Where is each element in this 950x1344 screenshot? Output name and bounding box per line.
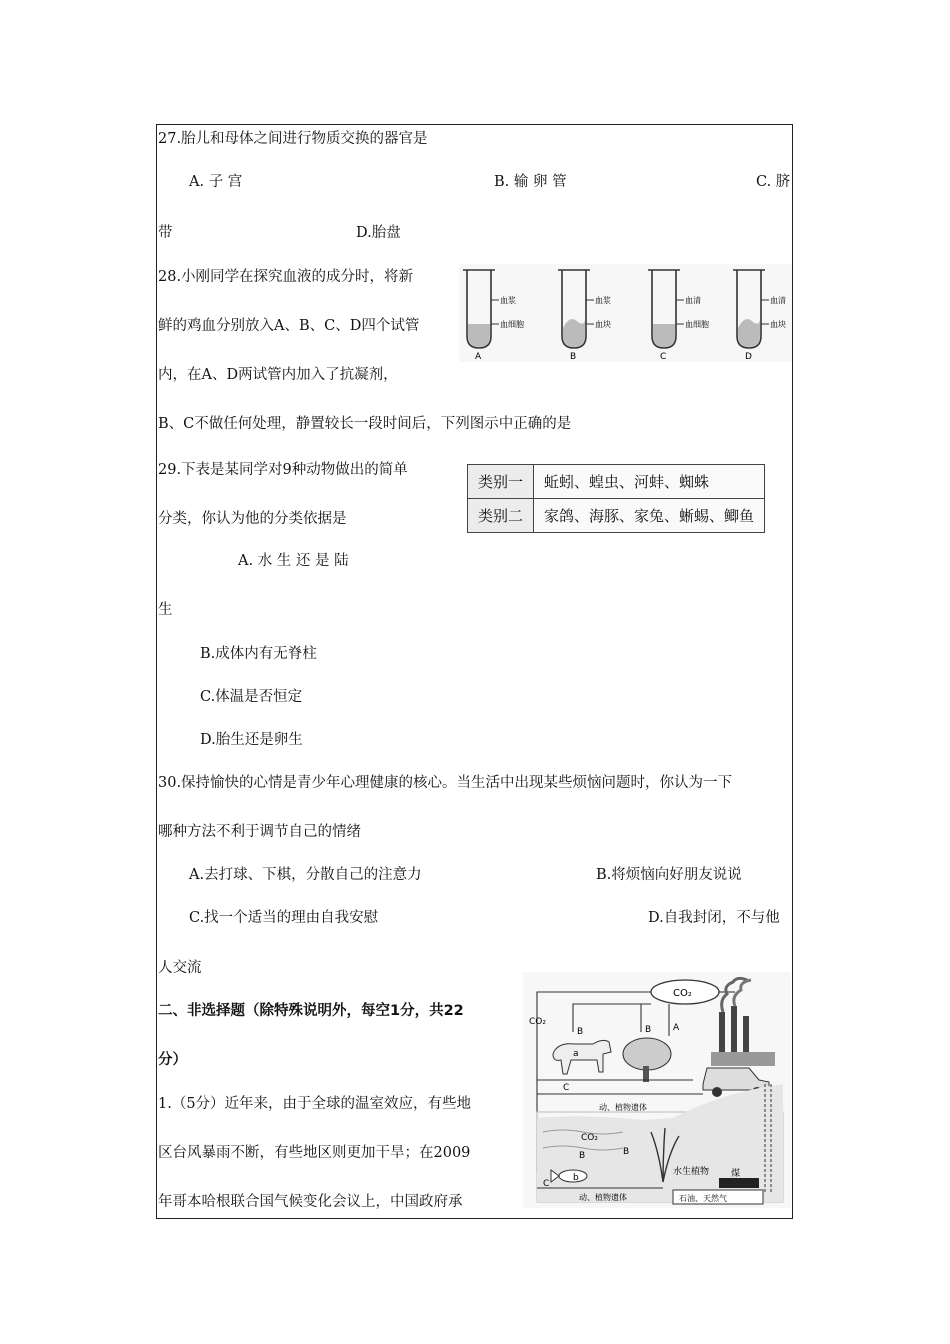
q28-line-1: 28.小刚同学在探究血液的成分时，将新: [158, 269, 414, 285]
test-tubes-figure: [459, 264, 792, 362]
tube-b-top-label: 血浆: [595, 296, 611, 305]
q30-line-1: 30.保持愉快的心情是青少年心理健康的核心。当生活中出现某些烦恼问题时，你认为一下: [158, 775, 733, 791]
fish-b-label: b: [573, 1173, 579, 1183]
q28-line-3: 内，在A、D两试管内加入了抗凝剂，: [158, 367, 398, 383]
q29-line-2: 分类，你认为他的分类依据是: [158, 511, 347, 527]
q29-option-c: C.体温是否恒定: [200, 689, 303, 705]
carbon-cycle-figure: [523, 972, 791, 1208]
co2-top-label: CO₂: [673, 988, 692, 999]
q29-option-b: B.成体内有无脊柱: [200, 646, 317, 662]
tree-icon: [623, 1038, 671, 1082]
q27-stem: 27.胎儿和母体之间进行物质交换的器官是: [158, 131, 428, 147]
coal-label: 煤: [731, 1169, 741, 1179]
animals-cell: 蚯蚓、蝗虫、河蚌、蜘蛛: [534, 465, 765, 499]
tube-d-top-label: 血清: [770, 296, 786, 305]
test-tube-c: [648, 270, 709, 362]
q30-option-c: C.找一个适当的理由自我安慰: [189, 910, 379, 926]
q28-line-4: B、C不做任何处理，静置较长一段时间后，下列图示中正确的是: [158, 416, 572, 432]
oil-gas-label: 石油、天然气: [679, 1194, 727, 1203]
q30-line-2: 哪种方法不利于调节自己的情绪: [158, 824, 361, 840]
q30-option-b: B.将烦恼向好朋友说说: [596, 867, 742, 883]
q29-option-d: D.胎生还是卵生: [200, 732, 303, 748]
animal-a-label: a: [573, 1049, 579, 1059]
tube-c-bottom-label: 血细胞: [685, 320, 709, 329]
category-cell: 类别二: [468, 499, 534, 533]
remains-land-label: 动、植物遗体: [599, 1103, 647, 1112]
arrow-c-label: C: [563, 1083, 570, 1093]
q30-option-a: A.去打球、下棋，分散自己的注意力: [189, 867, 422, 883]
tube-d-letter: D: [745, 352, 752, 362]
arrow-b-water-label-2: B: [623, 1147, 630, 1157]
section-2-heading: 二、非选择题（除特殊说明外，每空1分，共22: [158, 1003, 464, 1019]
q27-option-c-wrap: 带: [158, 225, 173, 241]
arrow-b-label-2: B: [645, 1025, 652, 1035]
table-row: [468, 465, 765, 499]
arrow-b-water-label: B: [579, 1151, 586, 1161]
section-2-heading-wrap: 分）: [158, 1052, 187, 1068]
test-tube-b: [558, 270, 611, 362]
tube-a-bottom-label: 血细胞: [500, 320, 524, 329]
q30-option-d-wrap: 人交流: [158, 960, 202, 976]
table-row: [468, 499, 765, 533]
co2-left-label: CO₂: [529, 1017, 546, 1027]
q1-line-2: 区台风暴雨不断，有些地区则更加干旱；在2009: [158, 1145, 471, 1161]
cow-icon: [553, 1040, 611, 1074]
category-cell: 类别一: [468, 465, 534, 499]
arrow-a-label: A: [673, 1023, 680, 1033]
tube-b-letter: B: [570, 352, 577, 362]
coal-layer: [719, 1178, 759, 1188]
q27-option-d: D.胎盘: [356, 225, 401, 241]
q27-option-a: A. 子 宫: [189, 174, 243, 190]
q27-option-c: C. 脐: [756, 174, 791, 190]
tube-c-top-label: 血清: [685, 296, 701, 305]
test-tube-d: [733, 270, 786, 362]
remains-water-label: 动、植物遗体: [579, 1193, 627, 1202]
arrow-b-label: B: [577, 1027, 584, 1037]
tube-a-top-label: 血浆: [500, 296, 516, 305]
q27-option-b: B. 输 卵 管: [494, 174, 567, 190]
tube-d-bottom-label: 血块: [770, 320, 786, 329]
q29-option-a: A. 水 生 还 是 陆: [238, 553, 349, 569]
q1-line-3: 年哥本哈根联合国气候变化会议上，中国政府承: [158, 1194, 463, 1210]
aquatic-plants-label: 水生植物: [673, 1167, 710, 1177]
tube-a-letter: A: [475, 352, 482, 362]
q28-line-2: 鲜的鸡血分别放入A、B、C、D四个试管: [158, 318, 420, 334]
q29-line-1: 29.下表是某同学对9种动物做出的简单: [158, 462, 408, 478]
animals-cell: 家鸽、海豚、家兔、蜥蜴、鲫鱼: [534, 499, 765, 533]
arrow-c-water-label: C: [543, 1179, 550, 1189]
test-tube-a: [463, 270, 524, 362]
co2-water-label: CO₂: [581, 1133, 598, 1143]
q29-option-a-wrap: 生: [158, 602, 173, 618]
q30-option-d: D.自我封闭，不与他: [648, 910, 780, 926]
q1-line-1: 1.（5分）近年来，由于全球的温室效应，有些地: [158, 1096, 472, 1112]
tube-c-letter: C: [660, 352, 667, 362]
tube-b-bottom-label: 血块: [595, 320, 611, 329]
animal-classification-table: [467, 464, 765, 533]
